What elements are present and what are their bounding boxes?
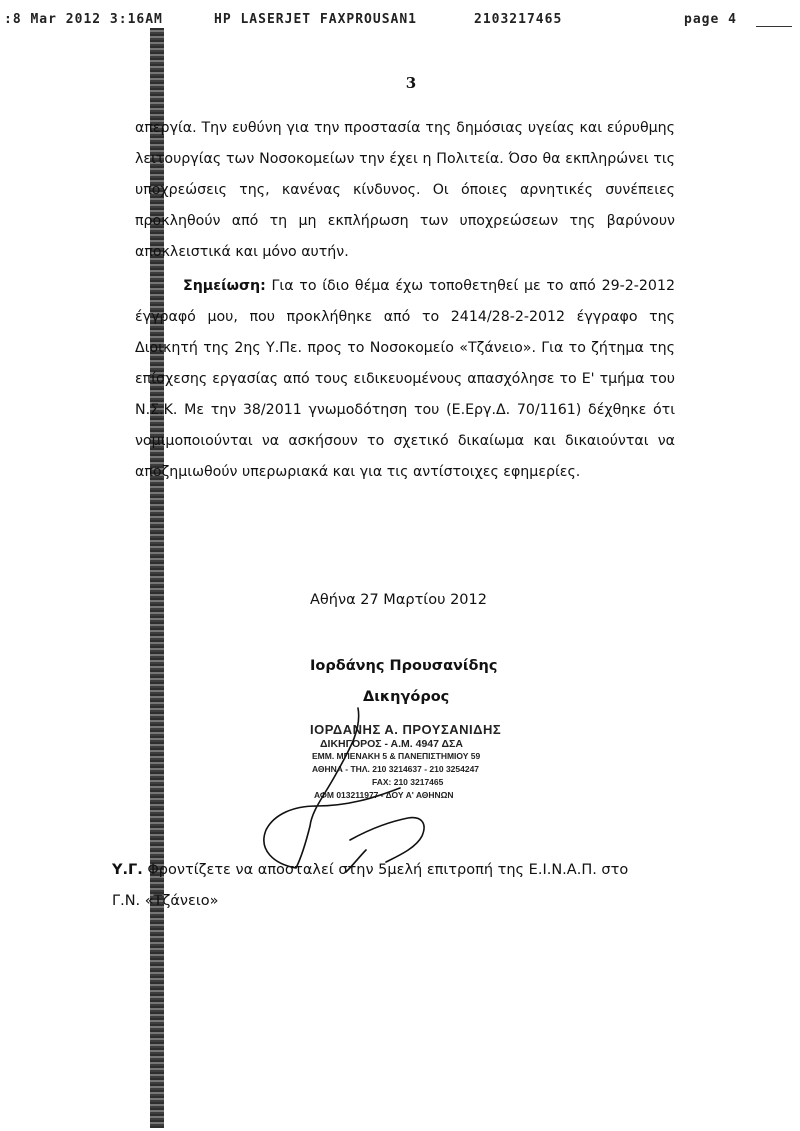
stamp-fax: FAX: 210 3217465 [372, 777, 444, 787]
stamp-tax-id: ΑΦΜ 013211977 - ΔΟΥ Α' ΑΘΗΝΩΝ [314, 790, 454, 800]
signer-name: Ιορδάνης Προυσανίδης [310, 658, 498, 674]
postscript-line-1 [112, 855, 672, 886]
signer-title: Δικηγόρος [363, 689, 450, 705]
paragraph-strike-responsibility: απεργία. Την ευθύνη για την προστασία της δημόσιας υγείας και εύρυθμης λειτουργίας των Νοσοκομείων την έχει η Πολιτεία. Όσο θα εκπληρώνει τις υποχρεώσεις της, κανένας κίνδυνος. Οι όποιες αρνητικές συνέπειες προκληθούν από τη μη εκπλήρωση των υποχρεώσεων της βαρύνουν αποκλειστικά και μόνο αυτήν. [135, 120, 675, 260]
postscript-line-2: Γ.Ν. «Τζάνειο» [112, 893, 219, 909]
stamp-name: ΙΟΡΔΑΝΗΣ Α. ΠΡΟΥΣΑΝΙΔΗΣ [310, 722, 502, 737]
fax-phone-number: 2103217465 [474, 12, 563, 27]
letter-date: Αθήνα 27 Μαρτίου 2012 [310, 592, 487, 608]
letter-body [135, 113, 675, 488]
note-label: Σημείωση: [183, 278, 266, 294]
fax-datetime: :8 Mar 2012 3:16AM [4, 12, 163, 27]
page-number: 3 [405, 74, 417, 92]
fax-header-rule [756, 26, 792, 27]
postscript-label: Υ.Γ. [112, 862, 143, 878]
stamp-phones: ΑΘΗΝΑ - ΤΗΛ. 210 3214637 - 210 3254247 [312, 764, 480, 774]
stamp-registration: ΔΙΚΗΓΟΡΟΣ - Α.Μ. 4947 ΔΣΑ [320, 738, 463, 750]
note-text: Για το ίδιο θέμα έχω τοποθετηθεί με το από 29-2-2012 έγγραφό μου, που προκλήθηκε από το 2414/28-2-2012 έγγραφο της Διοικητή της 2ης Υ.Πε. προς το Νοσοκομείο «Τζάνειο». Για το ζήτημα της επίσχεσης εργασίας από τους ειδικευομένους απασχόλησε το Ε' τμήμα του Ν.Σ.Κ. Με την 38/2011 γνωμοδότηση του (Ε.Εργ.Δ. 70/1161) δέχθηκε ότι νομιμοποιούνται να ασκήσουν το σχετικό δικαίωμα και δικαιούνται να αποζημιωθούν υπερωριακά και για τις αντίστοιχες εφημερίες. [135, 278, 675, 480]
paragraph-note [135, 271, 675, 488]
fax-header [4, 12, 796, 32]
postscript [112, 855, 672, 917]
postscript-text-1: Φροντίζετε να αποσταλεί στην 5μελή επιτροπή της Ε.Ι.Ν.Α.Π. στο [147, 862, 629, 878]
fax-device-name: HP LASERJET FAXPROUSAN1 [214, 12, 418, 27]
fax-page-indicator: page 4 [684, 12, 737, 27]
stamp-address: ΕΜΜ. ΜΠΕΝΑΚΗ 5 & ΠΑΝΕΠΙΣΤΗΜΙΟΥ 59 [312, 751, 481, 761]
